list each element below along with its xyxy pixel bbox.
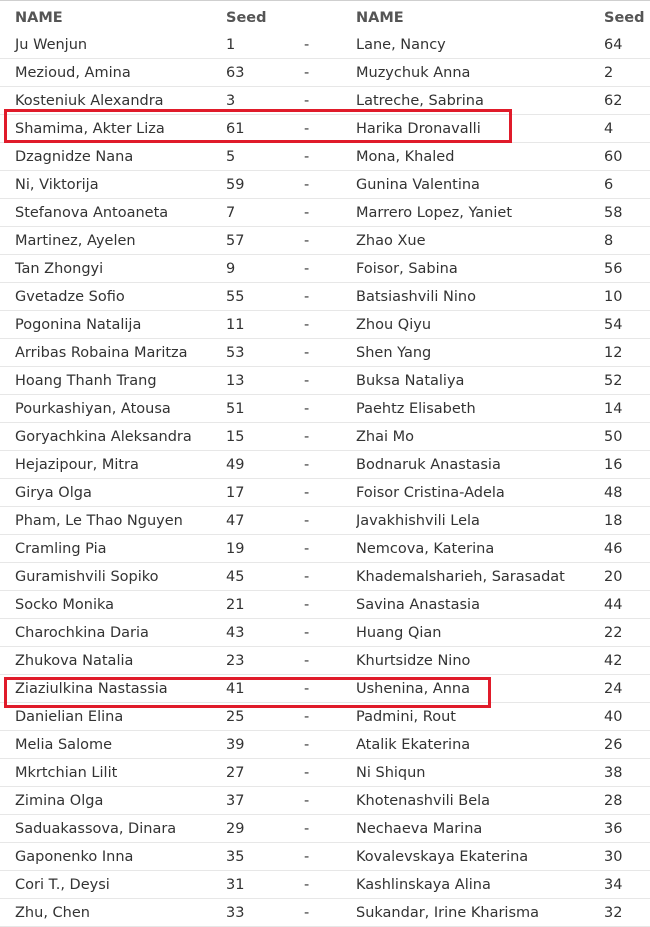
seed-left: 27 <box>226 759 304 787</box>
seed-right: 60 <box>604 143 650 171</box>
player-name-right: Gunina Valentina <box>356 171 604 199</box>
table-row <box>0 451 650 479</box>
player-name-left: Hejazipour, Mitra <box>0 451 226 479</box>
separator-dash: - <box>304 143 356 171</box>
separator-dash: - <box>304 535 356 563</box>
player-name-right: Padmini, Rout <box>356 703 604 731</box>
seed-right: 36 <box>604 815 650 843</box>
separator-dash: - <box>304 703 356 731</box>
seed-right: 22 <box>604 619 650 647</box>
seed-left: 31 <box>226 871 304 899</box>
separator-dash: - <box>304 507 356 535</box>
table-row <box>0 619 650 647</box>
table-row <box>0 367 650 395</box>
table-row <box>0 199 650 227</box>
player-name-right: Kovalevskaya Ekaterina <box>356 843 604 871</box>
separator-dash: - <box>304 619 356 647</box>
separator-dash: - <box>304 59 356 87</box>
separator-dash: - <box>304 171 356 199</box>
player-name-right: Shen Yang <box>356 339 604 367</box>
table-row <box>0 339 650 367</box>
table-row <box>0 535 650 563</box>
player-name-left: Pourkashiyan, Atousa <box>0 395 226 423</box>
separator-dash: - <box>304 87 356 115</box>
separator-dash: - <box>304 871 356 899</box>
player-name-left: Pogonina Natalija <box>0 311 226 339</box>
seed-left: 23 <box>226 647 304 675</box>
player-name-left: Martinez, Ayelen <box>0 227 226 255</box>
player-name-left: Ni, Viktorija <box>0 171 226 199</box>
column-header-seed-right: Seed <box>604 9 645 26</box>
table-row <box>0 255 650 283</box>
table-row <box>0 731 650 759</box>
separator-dash: - <box>304 339 356 367</box>
player-name-right: Atalik Ekaterina <box>356 731 604 759</box>
seed-left: 15 <box>226 423 304 451</box>
column-header-separator <box>304 4 356 31</box>
seed-left: 25 <box>226 703 304 731</box>
player-name-right: Latreche, Sabrina <box>356 87 604 115</box>
table-row <box>0 227 650 255</box>
table-row <box>0 843 650 871</box>
player-name-right: Khotenashvili Bela <box>356 787 604 815</box>
player-name-left: Mkrtchian Lilit <box>0 759 226 787</box>
separator-dash: - <box>304 395 356 423</box>
seed-left: 37 <box>226 787 304 815</box>
separator-dash: - <box>304 367 356 395</box>
separator-dash: - <box>304 675 356 703</box>
separator-dash: - <box>304 591 356 619</box>
player-name-right: Javakhishvili Lela <box>356 507 604 535</box>
seed-left: 9 <box>226 255 304 283</box>
column-header-name-right: NAME <box>356 9 404 26</box>
player-name-left: Dzagnidze Nana <box>0 143 226 171</box>
seed-left: 61 <box>226 115 304 143</box>
highlight-box-row-25 <box>4 677 491 708</box>
player-name-right: Khademalsharieh, Sarasadat <box>356 563 604 591</box>
separator-dash: - <box>304 815 356 843</box>
seed-left: 51 <box>226 395 304 423</box>
player-name-right: Nemcova, Katerina <box>356 535 604 563</box>
table-row <box>0 591 650 619</box>
seed-left: 11 <box>226 311 304 339</box>
seed-right: 14 <box>604 395 650 423</box>
player-name-left: Girya Olga <box>0 479 226 507</box>
player-name-right: Zhou Qiyu <box>356 311 604 339</box>
table-body <box>0 31 650 927</box>
seed-right: 32 <box>604 899 650 927</box>
seed-right: 6 <box>604 171 650 199</box>
seed-left: 63 <box>226 59 304 87</box>
separator-dash: - <box>304 283 356 311</box>
player-name-right: Ushenina, Anna <box>356 675 604 703</box>
seed-left: 13 <box>226 367 304 395</box>
player-name-left: Tan Zhongyi <box>0 255 226 283</box>
highlight-box-row-4 <box>4 109 512 143</box>
separator-dash: - <box>304 423 356 451</box>
separator-dash: - <box>304 199 356 227</box>
table-row <box>0 311 650 339</box>
player-name-left: Gvetadze Sofio <box>0 283 226 311</box>
separator-dash: - <box>304 731 356 759</box>
separator-dash: - <box>304 479 356 507</box>
seed-right: 8 <box>604 227 650 255</box>
seed-left: 19 <box>226 535 304 563</box>
seed-right: 64 <box>604 31 650 59</box>
seed-right: 40 <box>604 703 650 731</box>
seed-left: 55 <box>226 283 304 311</box>
seed-right: 48 <box>604 479 650 507</box>
table-row <box>0 871 650 899</box>
player-name-left: Arribas Robaina Maritza <box>0 339 226 367</box>
seed-left: 3 <box>226 87 304 115</box>
seed-left: 43 <box>226 619 304 647</box>
player-name-right: Muzychuk Anna <box>356 59 604 87</box>
player-name-right: Khurtsidze Nino <box>356 647 604 675</box>
separator-dash: - <box>304 647 356 675</box>
table-row <box>0 899 650 927</box>
separator-dash: - <box>304 227 356 255</box>
player-name-left: Charochkina Daria <box>0 619 226 647</box>
table-row <box>0 143 650 171</box>
table-row <box>0 563 650 591</box>
player-name-left: Zhu, Chen <box>0 899 226 927</box>
player-name-left: Guramishvili Sopiko <box>0 563 226 591</box>
player-name-left: Ju Wenjun <box>0 31 226 59</box>
top-border-line <box>0 0 650 1</box>
seed-left: 53 <box>226 339 304 367</box>
seed-right: 58 <box>604 199 650 227</box>
player-name-left: Kosteniuk Alexandra <box>0 87 226 115</box>
seed-left: 45 <box>226 563 304 591</box>
player-name-right: Foisor Cristina-Adela <box>356 479 604 507</box>
separator-dash: - <box>304 563 356 591</box>
separator-dash: - <box>304 115 356 143</box>
seed-right: 44 <box>604 591 650 619</box>
seed-left: 49 <box>226 451 304 479</box>
seed-right: 30 <box>604 843 650 871</box>
player-name-right: Kashlinskaya Alina <box>356 871 604 899</box>
seed-right: 38 <box>604 759 650 787</box>
separator-dash: - <box>304 451 356 479</box>
seed-right: 52 <box>604 367 650 395</box>
seed-right: 10 <box>604 283 650 311</box>
player-name-left: Pham, Le Thao Nguyen <box>0 507 226 535</box>
player-name-left: Shamima, Akter Liza <box>0 115 226 143</box>
seed-right: 18 <box>604 507 650 535</box>
player-name-left: Hoang Thanh Trang <box>0 367 226 395</box>
player-name-right: Huang Qian <box>356 619 604 647</box>
seed-right: 26 <box>604 731 650 759</box>
player-name-left: Gaponenko Inna <box>0 843 226 871</box>
seed-left: 5 <box>226 143 304 171</box>
table-row <box>0 31 650 59</box>
separator-dash: - <box>304 899 356 927</box>
player-name-left: Zimina Olga <box>0 787 226 815</box>
table-row <box>0 647 650 675</box>
separator-dash: - <box>304 255 356 283</box>
player-name-right: Paehtz Elisabeth <box>356 395 604 423</box>
player-name-right: Harika Dronavalli <box>356 115 604 143</box>
seed-right: 28 <box>604 787 650 815</box>
seed-right: 12 <box>604 339 650 367</box>
player-name-left: Cramling Pia <box>0 535 226 563</box>
table-row <box>0 815 650 843</box>
player-name-left: Zhukova Natalia <box>0 647 226 675</box>
separator-dash: - <box>304 759 356 787</box>
seed-right: 24 <box>604 675 650 703</box>
seed-left: 29 <box>226 815 304 843</box>
player-name-left: Cori T., Deysi <box>0 871 226 899</box>
seed-left: 21 <box>226 591 304 619</box>
seed-right: 46 <box>604 535 650 563</box>
player-name-right: Zhao Xue <box>356 227 604 255</box>
player-name-right: Mona, Khaled <box>356 143 604 171</box>
seed-left: 57 <box>226 227 304 255</box>
player-name-right: Savina Anastasia <box>356 591 604 619</box>
column-header-name-left: NAME <box>15 9 63 26</box>
seed-right: 4 <box>604 115 650 143</box>
player-name-right: Sukandar, Irine Kharisma <box>356 899 604 927</box>
player-name-right: Foisor, Sabina <box>356 255 604 283</box>
player-name-right: Marrero Lopez, Yaniet <box>356 199 604 227</box>
separator-dash: - <box>304 843 356 871</box>
table-row <box>0 423 650 451</box>
seed-right: 50 <box>604 423 650 451</box>
table-row <box>0 479 650 507</box>
seed-left: 39 <box>226 731 304 759</box>
table-header-row <box>0 4 650 31</box>
table-row <box>0 395 650 423</box>
player-name-right: Buksa Nataliya <box>356 367 604 395</box>
seed-right: 16 <box>604 451 650 479</box>
seed-right: 34 <box>604 871 650 899</box>
seed-right: 54 <box>604 311 650 339</box>
seed-right: 2 <box>604 59 650 87</box>
column-header-seed-left: Seed <box>226 9 267 26</box>
player-name-right: Nechaeva Marina <box>356 815 604 843</box>
player-name-left: Ziaziulkina Nastassia <box>0 675 226 703</box>
separator-dash: - <box>304 311 356 339</box>
player-name-right: Ni Shiqun <box>356 759 604 787</box>
player-name-right: Lane, Nancy <box>356 31 604 59</box>
seed-left: 17 <box>226 479 304 507</box>
seed-right: 56 <box>604 255 650 283</box>
table-row <box>0 59 650 87</box>
seed-right: 62 <box>604 87 650 115</box>
table-row <box>0 759 650 787</box>
player-name-left: Goryachkina Aleksandra <box>0 423 226 451</box>
player-name-left: Melia Salome <box>0 731 226 759</box>
player-name-left: Stefanova Antoaneta <box>0 199 226 227</box>
player-name-right: Batsiashvili Nino <box>356 283 604 311</box>
table-row <box>0 507 650 535</box>
seed-left: 47 <box>226 507 304 535</box>
player-name-left: Mezioud, Amina <box>0 59 226 87</box>
separator-dash: - <box>304 31 356 59</box>
seed-right: 20 <box>604 563 650 591</box>
player-name-right: Bodnaruk Anastasia <box>356 451 604 479</box>
seed-left: 7 <box>226 199 304 227</box>
player-name-left: Danielian Elina <box>0 703 226 731</box>
table-row <box>0 283 650 311</box>
separator-dash: - <box>304 787 356 815</box>
table-row <box>0 171 650 199</box>
seed-right: 42 <box>604 647 650 675</box>
seed-left: 41 <box>226 675 304 703</box>
seed-left: 1 <box>226 31 304 59</box>
player-name-left: Saduakassova, Dinara <box>0 815 226 843</box>
seed-left: 59 <box>226 171 304 199</box>
seed-left: 33 <box>226 899 304 927</box>
player-name-right: Zhai Mo <box>356 423 604 451</box>
player-name-left: Socko Monika <box>0 591 226 619</box>
table-row <box>0 787 650 815</box>
seed-left: 35 <box>226 843 304 871</box>
